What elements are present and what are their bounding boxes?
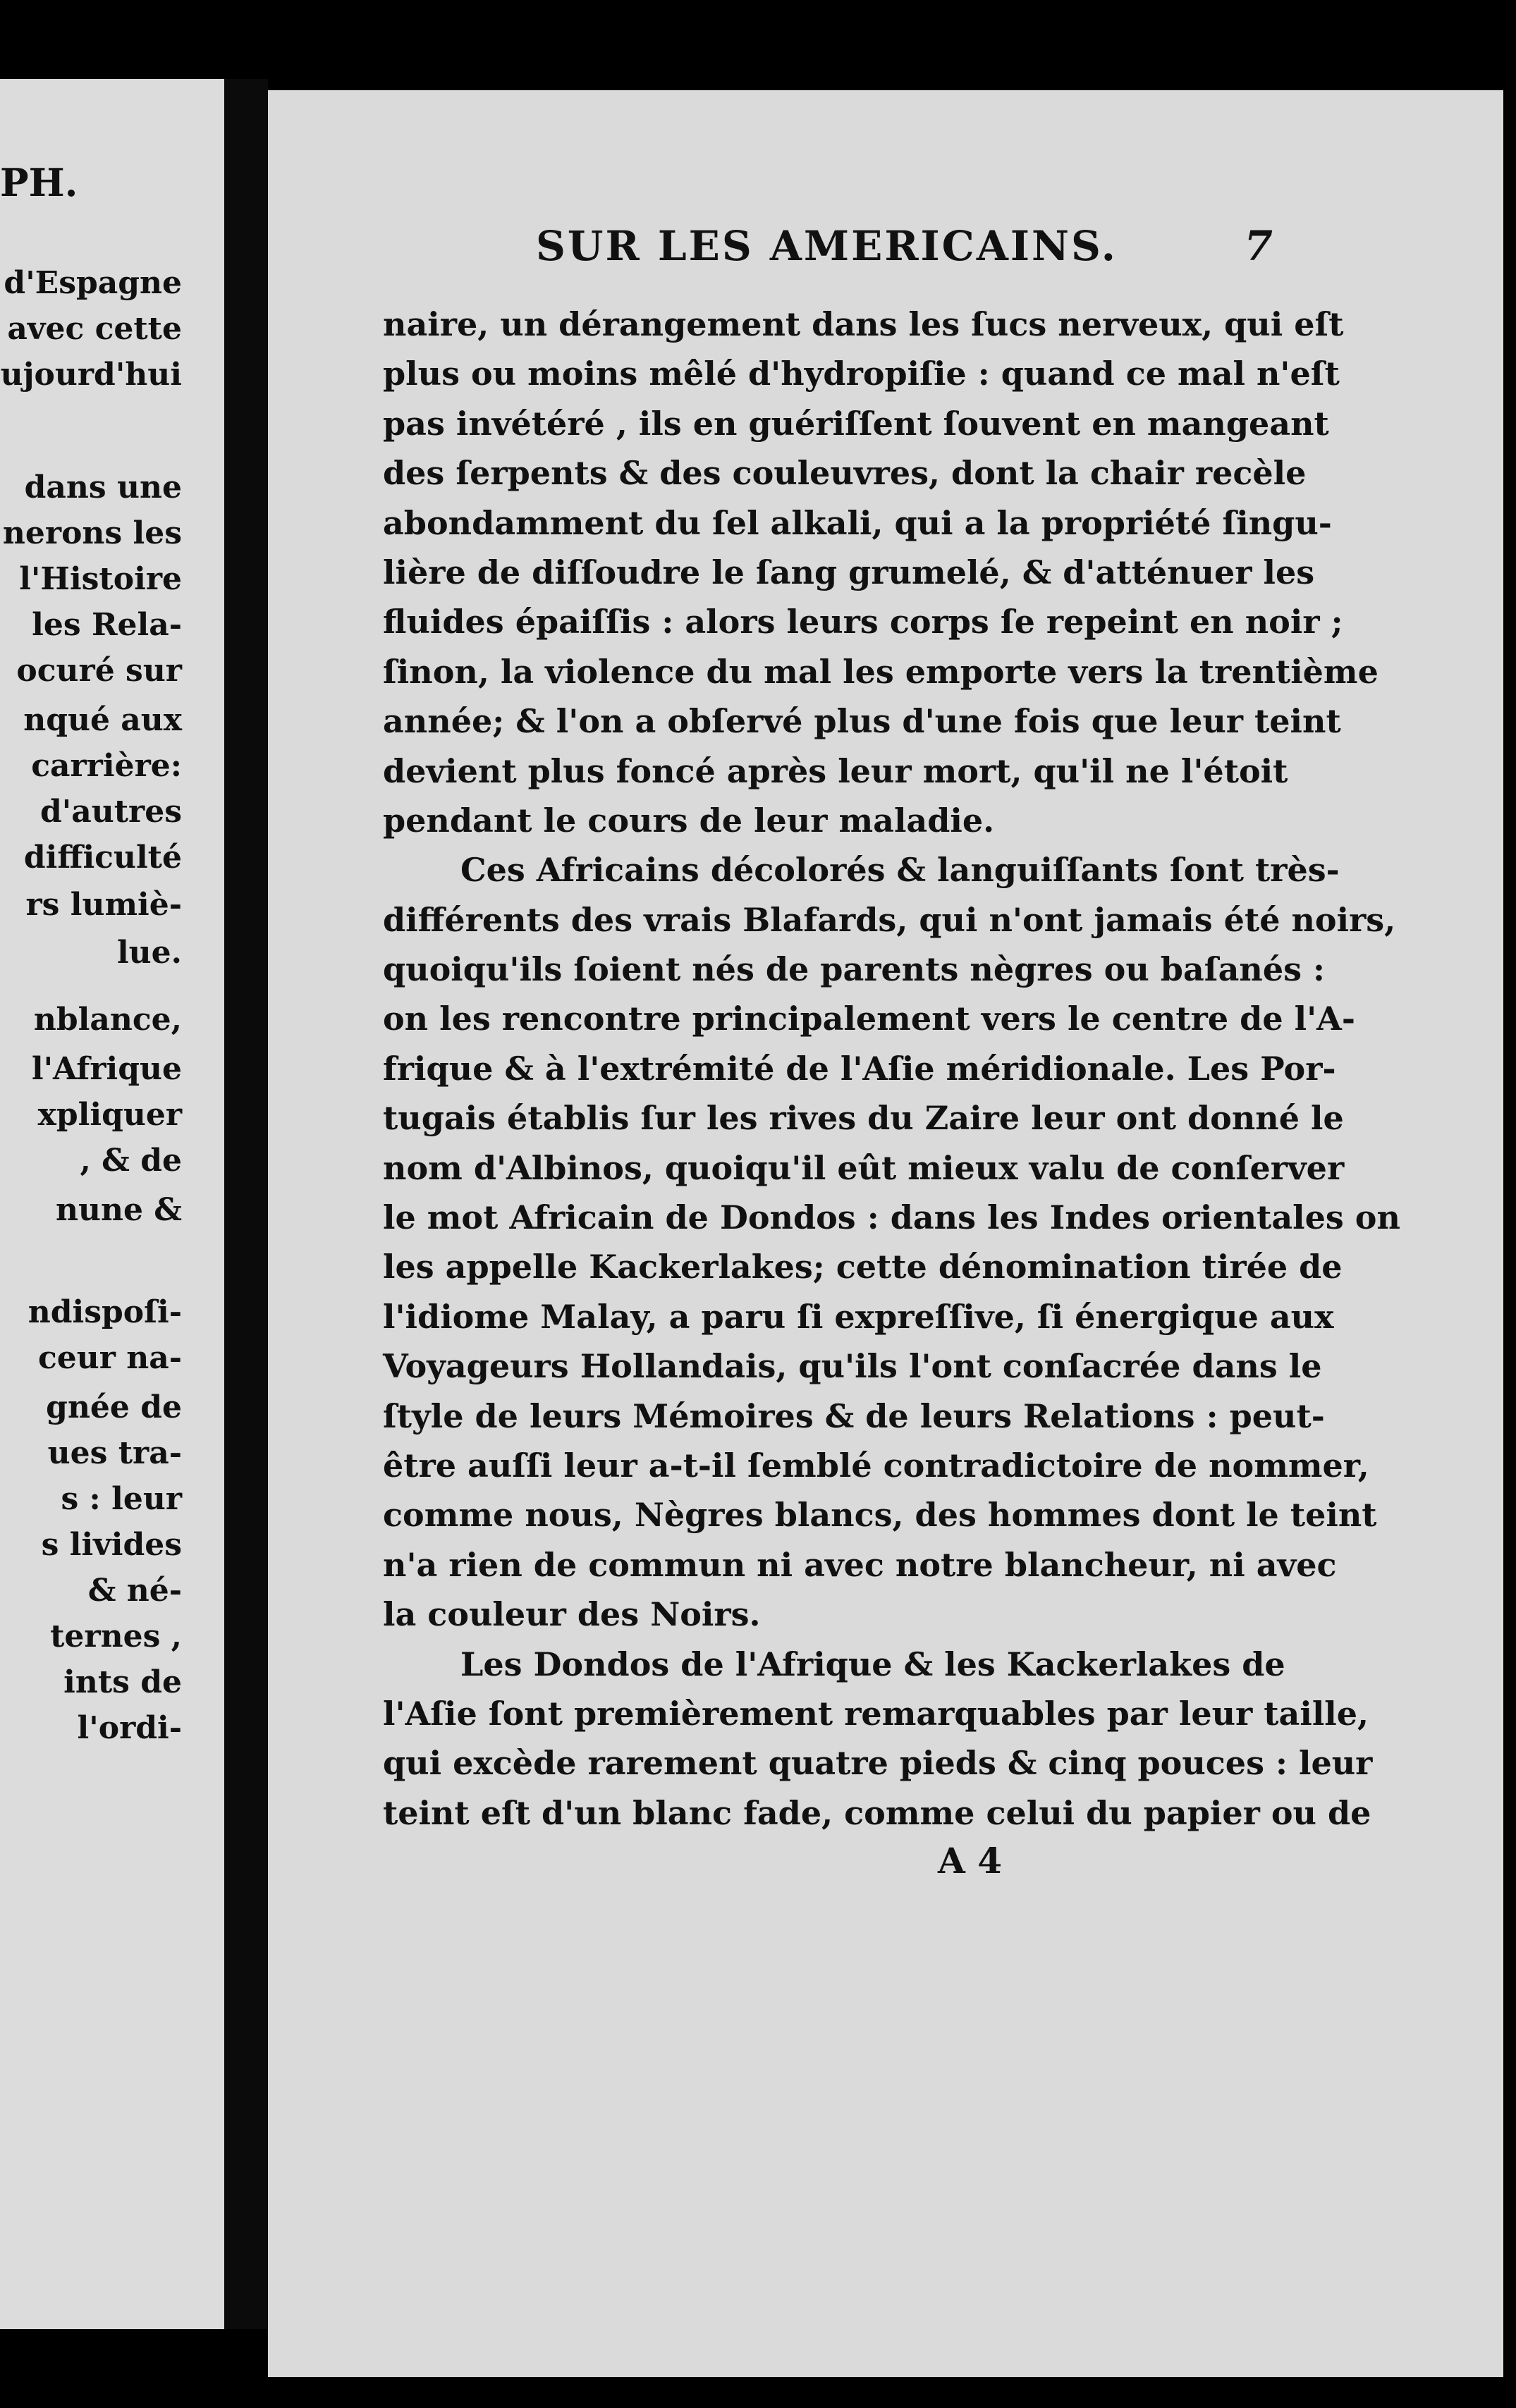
text-line: teint eſt d'un blanc fade, comme celui du papier ou de [383, 1793, 1371, 1832]
text-line: être auſſi leur a-t-il ſemblé contradictoire de nommer, [383, 1446, 1369, 1485]
left-page-fragment-line: ndispoſi- [27, 1294, 182, 1330]
left-page-fragment-line: difficulté [23, 840, 182, 876]
running-title: SUR LES AMERICAINS. [536, 222, 1118, 270]
left-page-fragment-line: rs lumiè- [25, 887, 182, 923]
text-line: Les Dondos de l'Afrique & les Kackerlakes de [460, 1645, 1285, 1683]
left-page-fragment-line: ujourd'hui [0, 357, 182, 393]
left-page-fragment-line: ints de [63, 1664, 182, 1700]
body-text [383, 300, 1400, 1838]
text-line: année; & l'on a obſervé plus d'une fois que leur teint [383, 702, 1341, 741]
signature-mark: A 4 [938, 1840, 1002, 1881]
left-page-fragment-line: d'autres [39, 794, 182, 830]
left-page-fragment [0, 79, 224, 2329]
left-page-fragment-line: l'Afrique [31, 1051, 182, 1087]
left-page-fragment-line: les Rela- [32, 607, 182, 643]
left-page-fragment-line: nerons les [2, 515, 182, 551]
left-page-fragment-line: s : leur [61, 1481, 182, 1517]
text-line: différents des vrais Blafards, qui n'ont jamais été noirs, [383, 900, 1396, 939]
page-number: 7 [1244, 222, 1275, 270]
text-line: des ſerpents & des couleuvres, dont la chair recèle [383, 454, 1307, 493]
text-line: comme nous, Nègres blancs, des hommes dont le teint [383, 1496, 1377, 1535]
left-page-fragment-line: ocuré sur [16, 653, 182, 689]
text-line: fluides épaiſſis : alors leurs corps ſe repeint en noir ; [383, 603, 1343, 641]
left-page-fragment-line: ceur na- [37, 1340, 182, 1376]
left-page-fragment-line: l'Histoire [19, 561, 182, 597]
text-line: qui excède rarement quatre pieds & cinq pouces : leur [383, 1744, 1373, 1783]
book-gutter [224, 79, 268, 2329]
left-page-fragment-line: nune & [55, 1192, 182, 1228]
left-page-fragment-line: d'Espagne [4, 265, 182, 301]
text-line: nom d'Albinos, quoiqu'il eût mieux valu de conſerver [383, 1148, 1345, 1187]
left-page-fragment-line: dans une [24, 469, 182, 505]
left-page-fragment-line: nqué aux [23, 702, 182, 738]
text-line: pas invétéré , ils en guériſſent ſouvent en mangeant [383, 404, 1329, 443]
left-page-fragment-line: gnée de [46, 1389, 182, 1425]
text-line: Voyageurs Hollandais, qu'ils l'ont conſacrée dans le [383, 1347, 1322, 1386]
left-page-fragment-line: avec cette [7, 311, 182, 347]
text-line: naire, un dérangement dans les ſucs nerveux, qui eſt [383, 305, 1344, 343]
text-line: ſinon, la violence du mal les emporte vers la trentième [383, 652, 1379, 691]
text-line: Ces Africains décolorés & languiſſants ſont très- [460, 851, 1340, 890]
left-running-head: PH. [0, 160, 78, 205]
left-page-fragment-line: ternes , [50, 1618, 182, 1654]
left-page-fragment-line: , & de [80, 1143, 182, 1179]
text-line: la couleur des Noirs. [383, 1595, 761, 1634]
text-line: frique & à l'extrémité de l'Aſie méridionale. Les Por- [383, 1049, 1336, 1088]
left-page-fragment-line: l'ordi- [77, 1710, 182, 1746]
text-line: tugais établis ſur les rives du Zaire leur ont donné le [383, 1099, 1344, 1138]
text-line: le mot Africain de Dondos : dans les Indes orientales on [383, 1198, 1400, 1237]
left-page-fragment-line: xpliquer [37, 1097, 182, 1133]
text-line: l'Aſie ſont premièrement remarquables par leur taille, [383, 1694, 1369, 1733]
text-line: n'a rien de commun ni avec notre blancheur, ni avec [383, 1545, 1337, 1584]
text-line: plus ou moins mêlé d'hydropiſie : quand ce mal n'eſt [383, 355, 1340, 393]
text-line: devient plus foncé après leur mort, qu'il ne l'étoit [383, 751, 1288, 790]
text-line: pendant le cours de leur maladie. [383, 801, 995, 840]
text-line: l'idiome Malay, a paru ſi expreſſive, ſi énergique aux [383, 1297, 1334, 1336]
left-page-fragment-line: lue. [116, 935, 182, 971]
running-header [268, 222, 1275, 271]
text-line: on les rencontre principalement vers le centre de l'A- [383, 1000, 1355, 1038]
left-page-fragment-line: & né- [87, 1573, 182, 1609]
text-line: quoiqu'ils ſoient nés de parents nègres ou baſanés : [383, 950, 1325, 989]
text-line: abondamment du ſel alkali, qui a la propriété ſingu- [383, 503, 1332, 542]
text-line: les appelle Kackerlakes; cette dénomination tirée de [383, 1248, 1343, 1286]
text-line: lière de diſſoudre le ſang grumelé, & d'atténuer les [383, 553, 1315, 591]
left-page-fragment-line: carrière: [31, 748, 182, 784]
left-page-fragment-line: s livides [41, 1527, 182, 1563]
text-line: ſtyle de leurs Mémoires & de leurs Relations : peut- [383, 1396, 1325, 1435]
left-page-fragment-line: nblance, [33, 1002, 182, 1038]
left-page-fragment-line: ues tra- [47, 1435, 182, 1471]
